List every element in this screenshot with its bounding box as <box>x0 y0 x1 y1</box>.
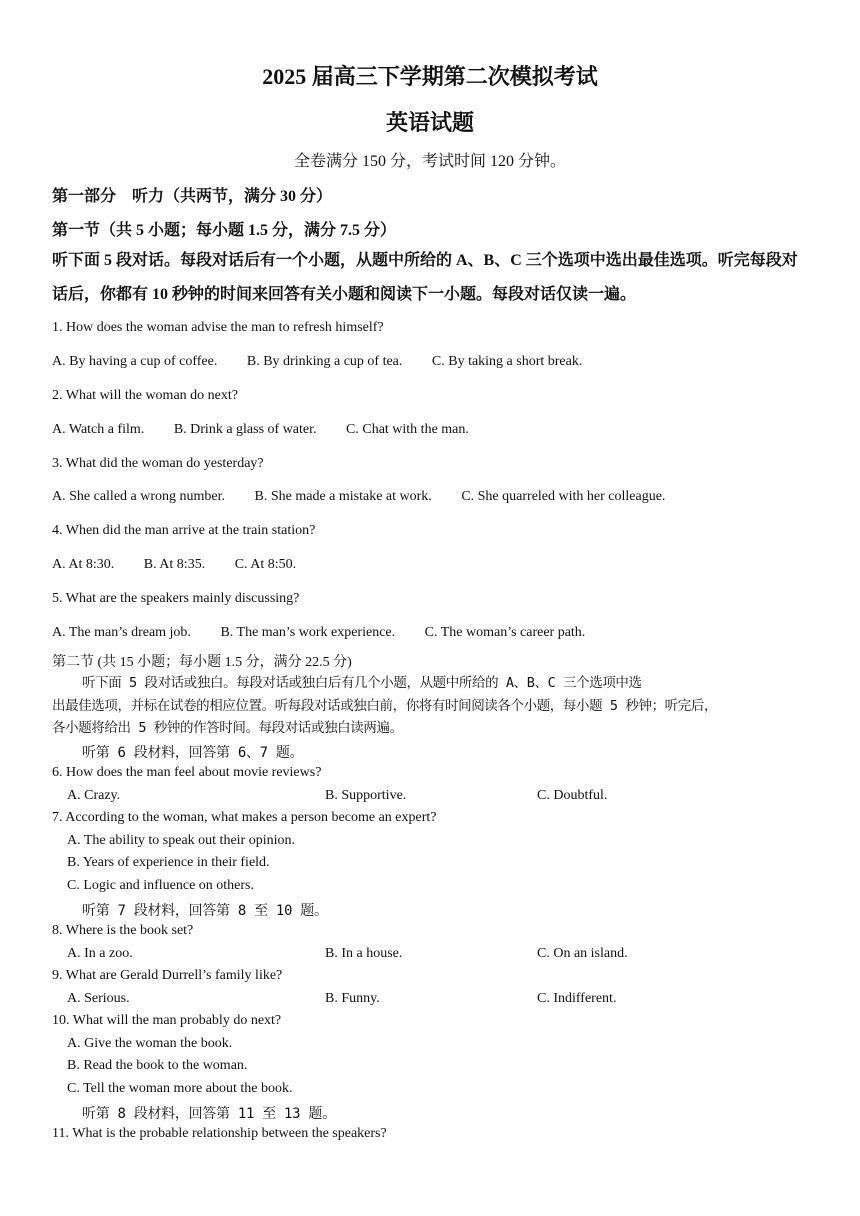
option-a: A. The man’s dream job. <box>52 625 191 640</box>
section2-instr-line: 各小题将给出 5 秒钟的作答时间。每段对话或独白读两遍。 <box>52 720 403 736</box>
option-a: A. Crazy. <box>67 788 121 803</box>
option-c: C. Indifferent. <box>537 991 617 1006</box>
section2-instructions <box>52 672 812 740</box>
option-c: C. She quarreled with her colleague. <box>461 489 666 504</box>
option-c: C. The woman’s career path. <box>424 625 586 640</box>
option-b: B. The man’s work experience. <box>220 625 396 640</box>
option-a: A. She called a wrong number. <box>52 489 226 504</box>
question-8-stem: 8. Where is the book set? <box>52 923 194 938</box>
section2-heading: 第二节 (共 15 小题；每小题 1.5 分，满分 22.5 分) <box>52 655 352 670</box>
question-3-options <box>52 489 691 505</box>
question-4-stem: 4. When did the man arrive at the train station? <box>52 523 316 538</box>
option-c: C. Chat with the man. <box>346 422 469 437</box>
question-5-stem: 5. What are the speakers mainly discussing? <box>52 591 300 606</box>
exam-title: 2025 届高三下学期第二次模拟考试 <box>262 64 598 89</box>
option-a: A. By having a cup of coffee. <box>52 354 218 369</box>
material-6-note: 听第 6 段材料，回答第 6、7 题。 <box>82 745 304 761</box>
exam-subject: 英语试题 <box>385 110 474 135</box>
option-b: B. Read the book to the woman. <box>67 1058 248 1073</box>
option-b: B. At 8:35. <box>143 557 206 572</box>
option-c: C. At 8:50. <box>234 557 297 572</box>
material-8-note: 听第 8 段材料，回答第 11 至 13 题。 <box>82 1106 336 1122</box>
part1-heading: 第一部分 听力（共两节，满分 30 分） <box>52 188 333 205</box>
option-a: A. Watch a film. <box>52 422 145 437</box>
question-10-stem: 10. What will the man probably do next? <box>52 1013 282 1028</box>
option-b: B. Drink a glass of water. <box>173 422 317 437</box>
question-6-stem: 6. How does the man feel about movie reviews? <box>52 765 322 780</box>
option-c: C. By taking a short break. <box>431 354 583 369</box>
option-a: A. In a zoo. <box>67 946 133 961</box>
option-a: A. Serious. <box>67 991 130 1006</box>
question-7-stem: 7. According to the woman, what makes a person become an expert? <box>52 810 437 825</box>
option-b: B. Supportive. <box>325 788 407 803</box>
question-5-options <box>52 625 611 641</box>
material-7-note: 听第 7 段材料，回答第 8 至 10 题。 <box>82 903 328 919</box>
question-1-options <box>52 354 608 370</box>
section2-instr-line: 出最佳选项，并标在试卷的相应位置。听每段对话或独白前，你将有时间阅读各个小题，每小题 5 秒钟；听完后， <box>52 697 718 714</box>
question-3-stem: 3. What did the woman do yesterday? <box>52 456 264 471</box>
question-9-stem: 9. What are Gerald Durrell’s family like? <box>52 968 283 983</box>
option-b: B. By drinking a cup of tea. <box>246 354 403 369</box>
option-b: B. In a house. <box>325 946 403 961</box>
exam-meta: 全卷满分 150 分，考试时间 120 分钟。 <box>293 153 566 170</box>
section1-heading: 第一节（共 5 小题；每小题 1.5 分，满分 7.5 分） <box>52 222 397 239</box>
option-a: A. The ability to speak out their opinion. <box>67 833 295 848</box>
option-c: C. Logic and influence on others. <box>67 878 255 893</box>
option-c: C. Doubtful. <box>537 788 608 803</box>
option-a: A. Give the woman the book. <box>67 1036 233 1051</box>
question-1-stem: 1. How does the woman advise the man to refresh himself? <box>52 320 384 335</box>
question-11-stem: 11. What is the probable relationship between the speakers? <box>52 1126 387 1141</box>
question-2-stem: 2. What will the woman do next? <box>52 388 238 403</box>
option-a: A. At 8:30. <box>52 557 115 572</box>
option-b: B. She made a mistake at work. <box>254 489 432 504</box>
option-b: B. Years of experience in their field. <box>67 855 270 870</box>
option-b: B. Funny. <box>325 991 380 1006</box>
question-2-options <box>52 422 495 438</box>
option-c: C. On an island. <box>537 946 628 961</box>
section2-instr-line: 听下面 5 段对话或独白。每段对话或独白后有几个小题，从题中所给的 A、B、C 三个选项中选 <box>82 675 642 691</box>
option-c: C. Tell the woman more about the book. <box>67 1081 293 1096</box>
section1-instructions: 听下面 5 段对话。每段对话后有一个小题，从题中所给的 A、B、C 三个选项中选出最佳选项。听完每段对话后，你都有 10 秒钟的时间来回答有关小题和阅读下一小题。每段对话仅读一遍。 <box>52 252 798 303</box>
question-4-options <box>52 557 322 573</box>
